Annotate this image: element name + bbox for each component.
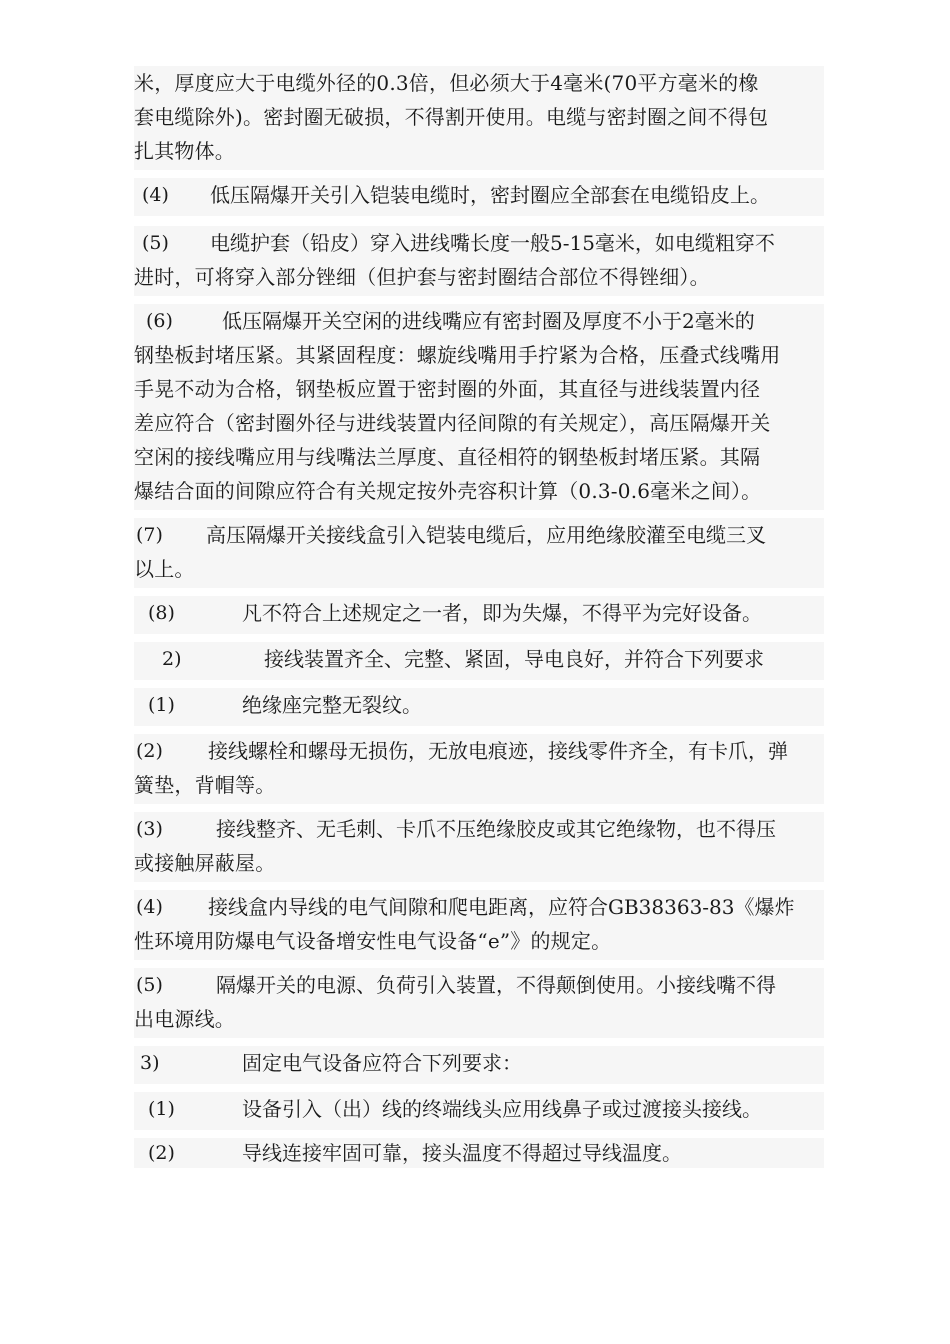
section-text: 接线装置齐全、完整、紧固，导电良好，并符合下列要求 [264,647,764,671]
text-line: 套电缆除外)。密封圈无破损，不得割开使用。电缆与密封圈之间不得包 [134,105,769,129]
item-number: (6) [146,310,173,332]
section-heading-2 [134,642,824,680]
item-text: 接线整齐、无毛刺、卡爪不压绝缘胶皮或其它绝缘物，也不得压 [216,817,776,841]
paragraph-item-4b [134,890,824,960]
item-text: 低压隔爆开关空闲的进线嘴应有密封圈及厚度不小于2毫米的 [222,309,755,333]
paragraph-item-1b [134,1092,824,1130]
item-number: (7) [136,524,163,546]
item-number: (1) [148,1098,175,1120]
item-number: (4) [142,184,169,206]
paragraph-item-1a [134,688,824,726]
section-heading-3 [134,1046,824,1084]
item-number: (5) [142,232,169,254]
text-line: 差应符合（密封圈外径与进线装置内径间隙的有关规定），高压隔爆开关 [134,411,771,435]
item-text: 高压隔爆开关接线盒引入铠装电缆后，应用绝缘胶灌至电缆三叉 [206,523,766,547]
item-number: (2) [148,1142,175,1164]
item-text: 接线螺栓和螺母无损伤，无放电痕迹，接线零件齐全，有卡爪，弹 [208,739,788,763]
item-number: (8) [148,602,175,624]
text-line: 簧垫，背帽等。 [134,773,276,797]
paragraph-item-5a [134,226,824,296]
item-text: 导线连接牢固可靠，接头温度不得超过导线温度。 [242,1141,682,1165]
text-line: 扎其物体。 [134,139,235,163]
paragraph-item-5b [134,968,824,1038]
item-text: 接线盒内导线的电气间隙和爬电距离，应符合GB38363-83《爆炸 [208,895,795,919]
item-text: 绝缘座完整无裂纹。 [242,693,422,717]
text-line: 空闲的接线嘴应用与线嘴法兰厚度、直径相符的钢垫板封堵压紧。其隔 [134,445,761,469]
section-number: 3) [140,1052,160,1074]
text-line: 出电源线。 [134,1007,235,1031]
text-line: 爆结合面的间隙应符合有关规定按外壳容积计算（0.3-0.6毫米之间）。 [134,479,762,503]
paragraph-item-8 [134,596,824,634]
text-line: 性环境用防爆电气设备增安性电气设备“e”》的规定。 [134,929,612,953]
paragraph-item-4a [134,178,824,216]
section-text: 固定电气设备应符合下列要求： [242,1051,522,1075]
text-line: 米，厚度应大于电缆外径的0.3倍，但必须大于4毫米(70平方毫米的橡 [134,71,759,95]
item-text: 设备引入（出）线的终端线头应用线鼻子或过渡接头接线。 [242,1097,762,1121]
item-text: 电缆护套（铅皮）穿入进线嘴长度一般5-15毫米，如电缆粗穿不 [210,231,775,255]
paragraph-continuation [134,66,824,170]
text-line: 手晃不动为合格，钢垫板应置于密封圈的外面，其直径与进线装置内径 [134,377,761,401]
section-number: 2) [162,648,182,670]
text-line: 进时，可将穿入部分锉细（但护套与密封圈结合部位不得锉细）。 [134,265,710,289]
item-number: (5) [136,974,163,996]
paragraph-item-3a [134,812,824,882]
paragraph-item-2b [134,1138,824,1168]
text-line: 或接触屏蔽屋。 [134,851,276,875]
item-text: 低压隔爆开关引入铠装电缆时，密封圈应全部套在电缆铅皮上。 [210,183,770,207]
text-line: 钢垫板封堵压紧。其紧固程度：螺旋线嘴用手拧紧为合格，压叠式线嘴用 [134,343,781,367]
item-number: (4) [136,896,163,918]
item-number: (2) [136,740,163,762]
item-text: 隔爆开关的电源、负荷引入装置，不得颠倒使用。小接线嘴不得 [216,973,776,997]
paragraph-item-2a [134,734,824,804]
item-number: (3) [136,818,163,840]
item-number: (1) [148,694,175,716]
item-text: 凡不符合上述规定之一者，即为失爆，不得平为完好设备。 [242,601,762,625]
paragraph-item-7 [134,518,824,588]
paragraph-item-6 [134,304,824,510]
text-line: 以上。 [134,557,195,581]
